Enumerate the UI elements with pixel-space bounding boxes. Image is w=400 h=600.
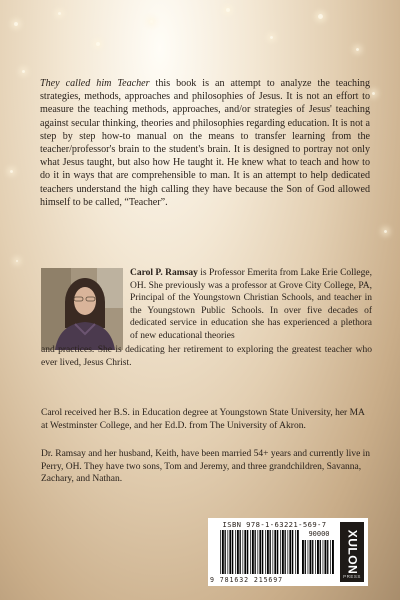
barcode-bar [270, 530, 271, 574]
publisher-logo-word: XULON [345, 529, 359, 575]
isbn-number: ISBN 978-1-63221-569-7 [222, 520, 327, 529]
barcode-bar [295, 530, 296, 574]
barcode-bar [252, 530, 254, 574]
barcode-bar [229, 530, 231, 574]
barcode-bar [250, 530, 251, 574]
barcode-bar [265, 530, 266, 574]
barcode-bar [308, 540, 309, 574]
barcode-bar [297, 530, 299, 574]
publisher-logo-sub: PRESS [343, 574, 361, 579]
barcode-bar [280, 530, 281, 574]
price-barcode [302, 540, 336, 574]
barcode-bar [235, 530, 236, 574]
barcode-bar [277, 530, 278, 574]
author-bio [130, 267, 372, 343]
barcode-bar [267, 530, 269, 574]
barcode-bar [312, 540, 313, 574]
xulon-press-logo [340, 522, 364, 582]
barcode-bar [325, 540, 327, 574]
barcode-bar [305, 540, 306, 574]
barcode-bar [288, 530, 289, 574]
barcode-bar [302, 540, 304, 574]
barcode-bar [255, 530, 256, 574]
barcode-bar [330, 540, 331, 574]
blurb-text: this book is an attempt to analyze the teaching strategies, methods, approaches and philosophies of Jesus. It is not an effort to measure the teaching methods, approaches, and/or strategies of Jesus' teaching against secular thinking, theories and philosophies regarding education. It is not a step by step how-to manual on the means to transfer learning from the teacher/professor's brain to the student's brain. It is designed to portray not only what Jesus taught, but also how He taught it. He knew what to teach and how to do it in ways that are comprehensible to man. It is an attempt to help dedicated teachers understand the high calling they have because the Son of God allowed himself to be called, “Teacher”. [40, 78, 370, 208]
barcode-bar [237, 530, 239, 574]
barcode-bar [282, 530, 284, 574]
author-photo [41, 268, 123, 350]
barcode-bar [225, 530, 226, 574]
book-title: They called him Teacher [40, 78, 150, 89]
author-name: Carol P. Ramsay [130, 268, 198, 278]
barcode-bar [247, 530, 248, 574]
author-bio-text: is Professor Emerita from Lake Erie College, OH. She previously was a professor at Grove City College, PA, Principal of the Youngstown Christian Schools, and teacher in the Youngstown Public Schools. In over five decades of dedicated service in education she has experienced a plethora of new educational theories [130, 268, 372, 341]
barcode-bar [323, 540, 324, 574]
back-cover-blurb [40, 77, 370, 209]
barcode-bar [273, 530, 274, 574]
barcode-bar [259, 530, 261, 574]
barcode-bar [258, 530, 259, 574]
barcode-bar [228, 530, 229, 574]
barcode-bar [240, 530, 241, 574]
barcode-bar [310, 540, 312, 574]
barcode-bar [243, 530, 244, 574]
barcode-bar [289, 530, 291, 574]
barcode-bar [232, 530, 233, 574]
ean-barcode [220, 530, 300, 574]
price-code: 90000 [308, 530, 330, 538]
author-family: Dr. Ramsay and her husband, Keith, have been married 54+ years and currently live in Perry, OH. They have two sons, Tom and Jeremy, and three grandchildren, Savanna, Zachary, and Nathan. [41, 449, 371, 485]
ean-digits: 9 781632 215697 [210, 576, 284, 584]
barcode-bar [292, 530, 293, 574]
barcode-bar [262, 530, 263, 574]
barcode-bar [317, 540, 319, 574]
barcode-bar [332, 540, 334, 574]
barcode-bar [327, 540, 328, 574]
author-education: Carol received her B.S. in Education degree at Youngstown State University, her MA at Westminster College, and her Ed.D. from The University of Akron. [41, 408, 365, 431]
barcode-bar [222, 530, 224, 574]
barcode-bar [285, 530, 286, 574]
barcode-bar [315, 540, 316, 574]
barcode-bar [244, 530, 246, 574]
author-bio-continued: and practices. She is dedicating her retirement to exploring the greatest teacher who ever lived, Jesus Christ. [41, 345, 372, 368]
barcode-bar [220, 530, 221, 574]
barcode-bar [320, 540, 321, 574]
barcode-bar [274, 530, 276, 574]
barcode-block [208, 518, 368, 586]
